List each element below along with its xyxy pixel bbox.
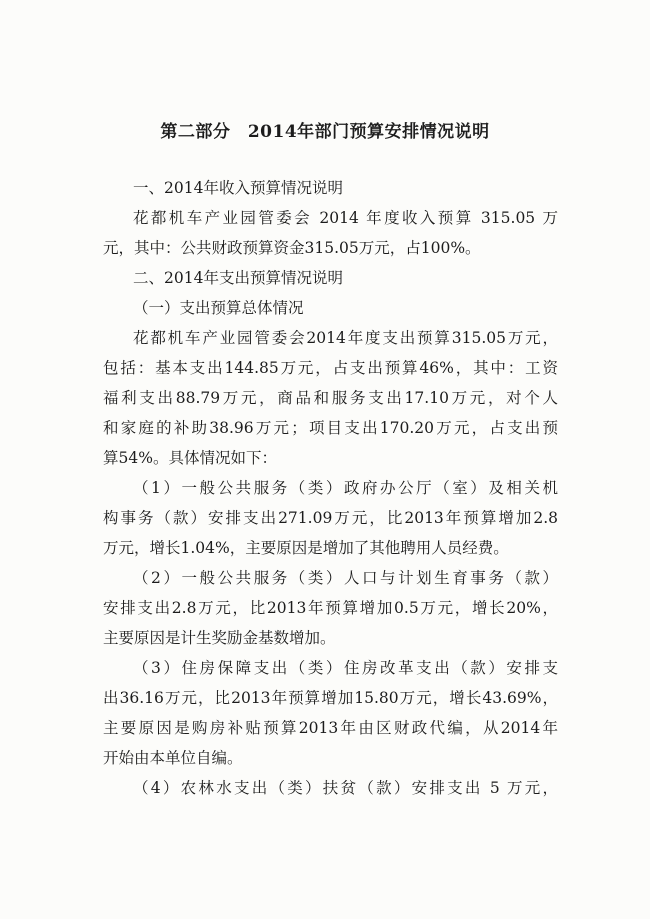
list-item-line: （3）住房保障支出（类）住房改革支出（款）安排支 [133, 659, 558, 677]
list-item-line: 安排支出2.8万元，比2013年预算增加0.5万元，增长20%， [103, 599, 558, 617]
paragraph-line: 花都机车产业园管委会 2014 年度收入预算 315.05 万 [133, 209, 558, 227]
paragraph-line: 包括：基本支出144.85万元，占支出预算46%，其中：工资 [103, 359, 558, 377]
list-item-line: 万元，增长1.04%，主要原因是增加了其他聘用人员经费。 [103, 539, 509, 557]
subsection-heading: （一）支出预算总体情况 [133, 299, 304, 317]
list-item-line: 开始由本单位自编。 [103, 749, 243, 767]
list-item-line: 出36.16万元，比2013年预算增加15.80万元，增长43.69%， [103, 689, 558, 707]
list-item-line: （2）一般公共服务（类）人口与计划生育事务（款） [133, 569, 558, 587]
list-item-line: 构事务（款）安排支出271.09万元，比2013年预算增加2.8 [103, 509, 558, 527]
paragraph-line: 花都机车产业园管委会2014年度支出预算315.05万元， [133, 329, 558, 347]
page-title: 第二部分 2014年部门预算安排情况说明 [160, 122, 490, 142]
document-body [103, 173, 558, 803]
list-item-line: 主要原因是购房补贴预算2013年由区财政代编，从2014年 [103, 719, 558, 737]
list-item-line: （1）一般公共服务（类）政府办公厅（室）及相关机 [133, 479, 558, 497]
list-item-line: （4）农林水支出（类）扶贫（款）安排支出 5 万元， [133, 779, 558, 797]
paragraph-line: 福利支出88.79万元，商品和服务支出17.10万元，对个人 [103, 389, 558, 407]
section-heading-expenditure: 二、2014年支出预算情况说明 [133, 269, 343, 287]
paragraph-line: 元，其中：公共财政预算资金315.05万元，占100%。 [103, 239, 481, 257]
paragraph-line: 和家庭的补助38.96万元；项目支出170.20万元，占支出预 [103, 419, 558, 437]
list-item-line: 主要原因是计生奖励金基数增加。 [103, 629, 336, 647]
section-heading-income: 一、2014年收入预算情况说明 [133, 179, 343, 197]
paragraph-line: 算54%。具体情况如下： [103, 449, 277, 467]
